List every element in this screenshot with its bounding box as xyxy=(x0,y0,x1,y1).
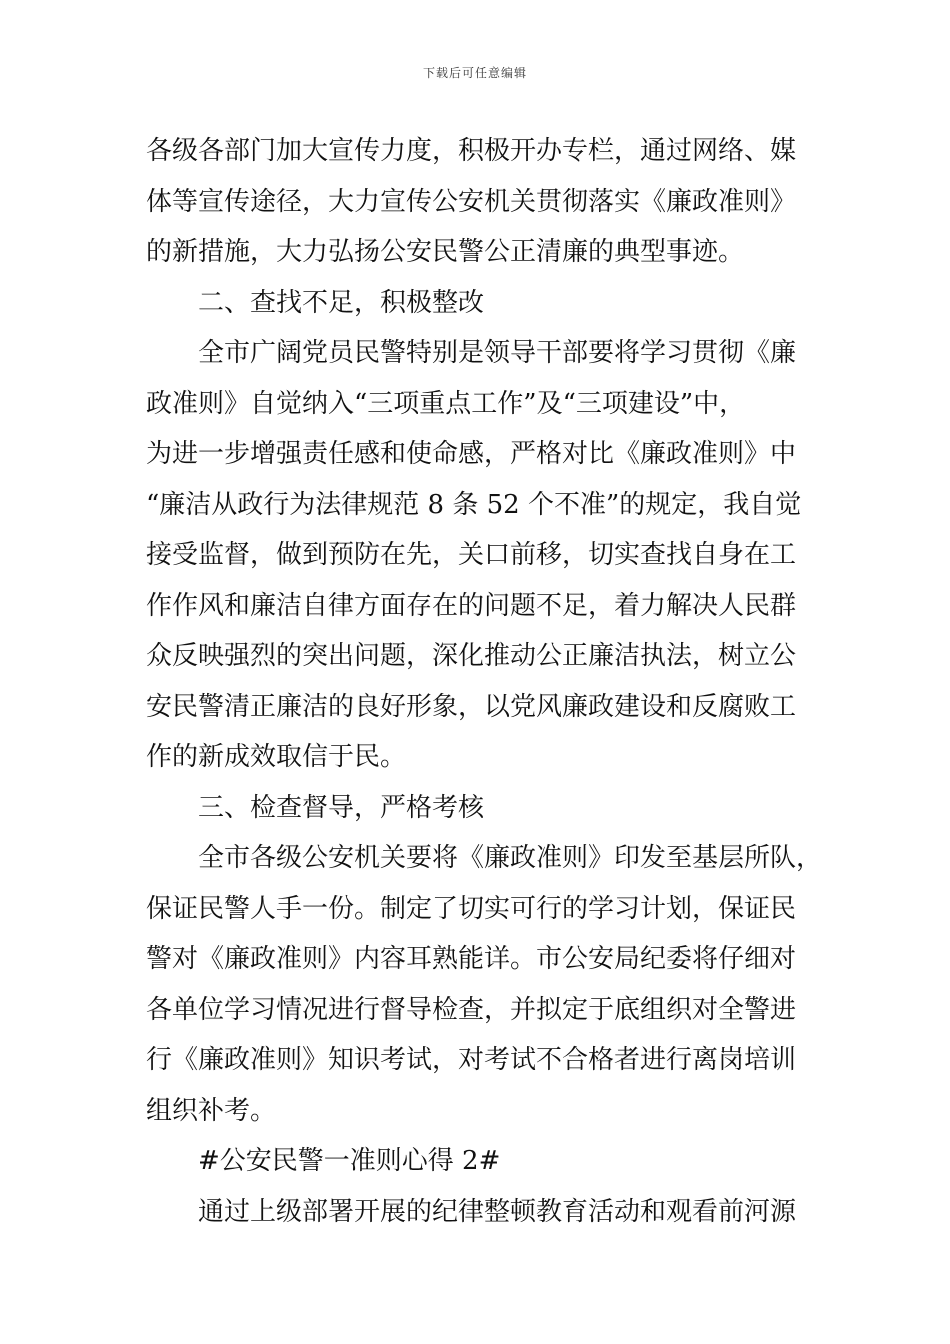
indented-text-line: 二、查找不足，积极整改 xyxy=(198,287,485,318)
text-line: 接受监督，做到预防在先，关口前移，切实查找自身在工 xyxy=(146,540,797,570)
text-line: 众反映强烈的突出问题，深化推动公正廉洁执法，树立公 xyxy=(146,641,797,671)
text-line: 的新措施，大力弘扬公安民警公正清廉的典型事迹。 xyxy=(146,237,745,267)
text-line: 组织补考。 xyxy=(146,1095,277,1126)
page-header: 下载后可任意编辑 xyxy=(422,66,527,80)
text-line: 作作风和廉洁自律方面存在的问题不足，着力解决人民群 xyxy=(146,590,797,621)
indented-text-line: 通过上级部署开展的纪律整顿教育活动和观看前河源 xyxy=(198,1196,797,1227)
indented-text-line: 全市各级公安机关要将《廉政准则》印发至基层所队， xyxy=(198,843,823,873)
text-line: 为进一步增强责任感和使命感，严格对比《廉政准则》中 xyxy=(146,439,797,469)
indented-text-line: 三、检查督导，严格考核 xyxy=(198,792,485,823)
text-line: 行《廉政准则》知识考试，对考试不合格者进行离岗培训 xyxy=(146,1045,797,1075)
text-line: 各单位学习情况进行督导检查，并拟定于底组织对全警进 xyxy=(146,994,797,1025)
indented-text-line: 全市广阔党员民警特别是领导干部要将学习贯彻《廉 xyxy=(198,338,797,368)
text-line: 保证民警人手一份。制定了切实可行的学习计划，保证民 xyxy=(146,893,797,924)
text-line: 各级各部门加大宣传力度，积极开办专栏，通过网络、媒 xyxy=(146,136,797,166)
text-line: 安民警清正廉洁的良好形象，以党风廉政建设和反腐败工 xyxy=(146,691,797,722)
document-body xyxy=(146,126,822,1237)
text-line: 作的新成效取信于民。 xyxy=(146,742,407,772)
text-line: 政准则》自觉纳入“三项重点工作”及“三项建设”中， xyxy=(146,388,746,419)
indented-text-line: #公安民警一准则心得 2# xyxy=(198,1146,501,1176)
text-line: “廉洁从政行为法律规范 8 条 52 个不准”的规定，我自觉 xyxy=(146,489,802,520)
text-line: 警对《廉政准则》内容耳熟能详。市公安局纪委将仔细对 xyxy=(146,944,797,974)
text-line: 体等宣传途径，大力宣传公安机关贯彻落实《廉政准则》 xyxy=(146,186,797,217)
